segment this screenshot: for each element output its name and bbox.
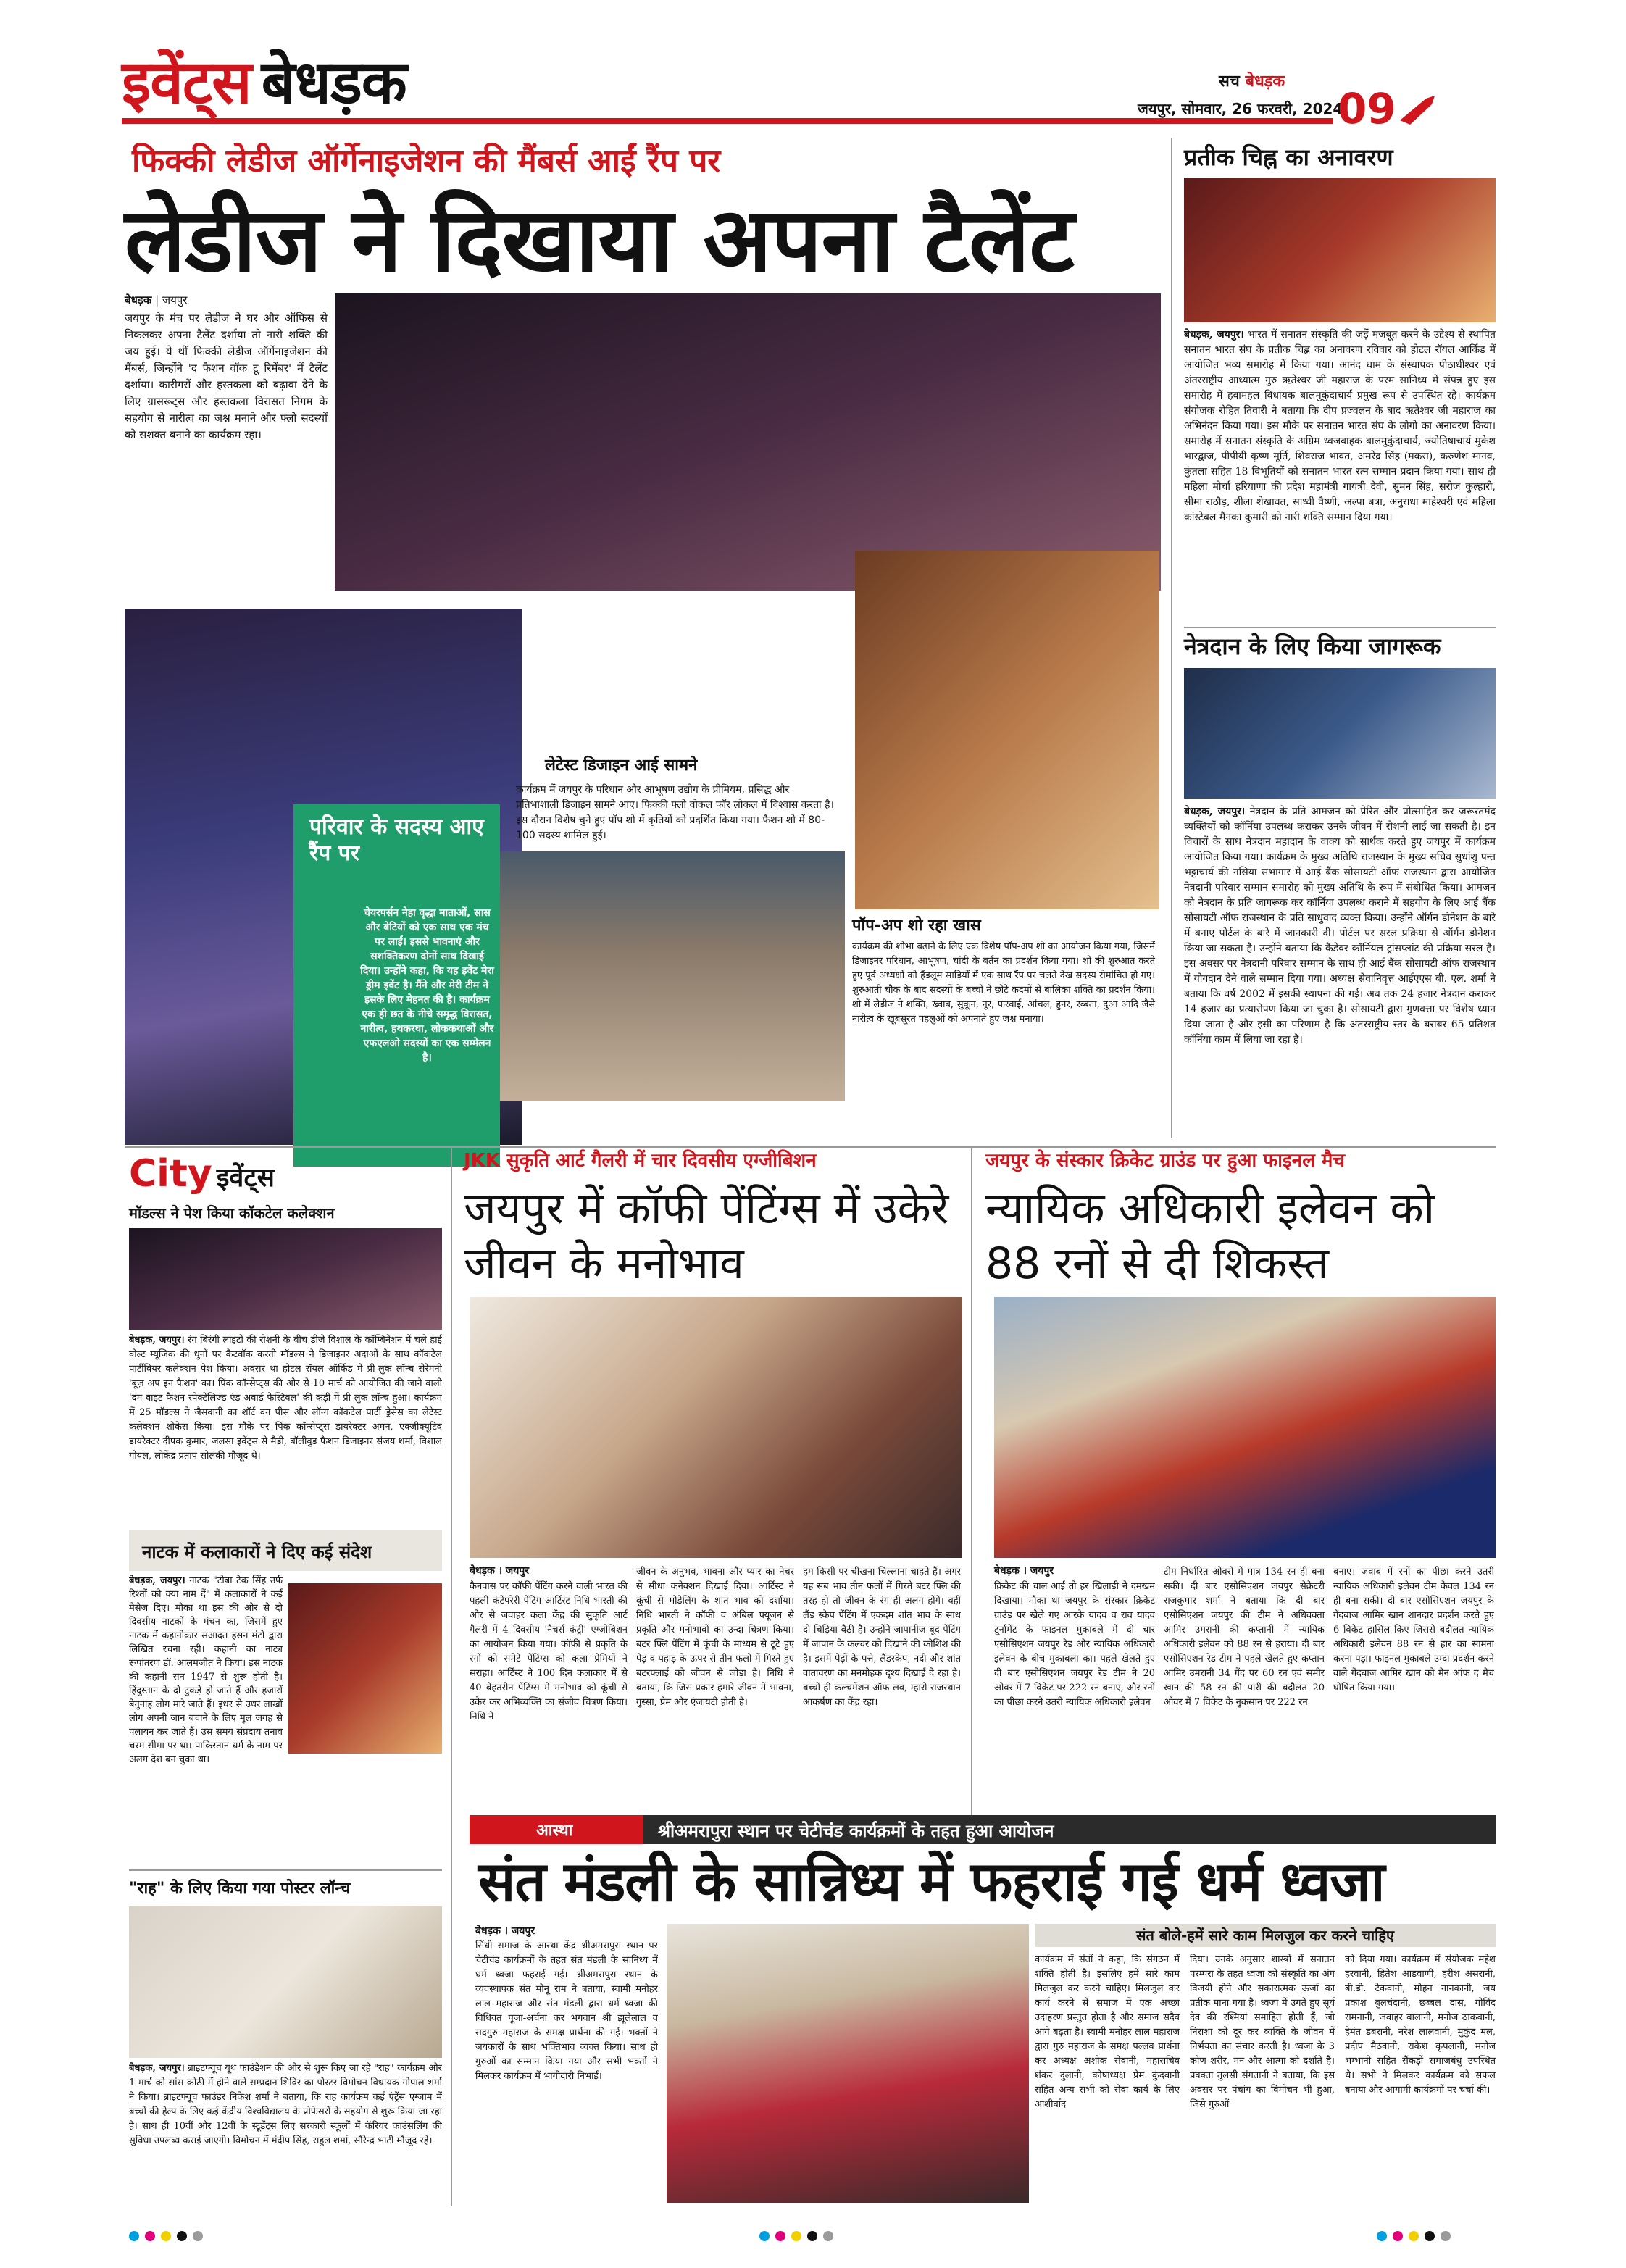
lead-headline: लेडीज ने दिखाया अपना टैलेंट <box>125 188 1074 293</box>
popup-box <box>846 909 1161 1141</box>
cricket-kicker: जयपुर के संस्कार क्रिकेट ग्राउंड पर हुआ फाइनल मैच <box>985 1150 1345 1172</box>
jkk-byline: बेधड़क । जयपुर <box>470 1565 530 1577</box>
astha-label-text: आस्था <box>536 1822 573 1840</box>
right1-headline: प्रतीक चिह्न का अनावरण <box>1184 143 1393 171</box>
lead-byline: बेधड़क | जयपुर <box>125 293 188 307</box>
registration-dot <box>775 2231 785 2241</box>
city-s3-headline: "राह" के लिए किया गया पोस्टर लॉन्च <box>129 1880 351 1898</box>
city-s2-body <box>129 1574 283 1864</box>
city-s3-body <box>129 2061 442 2206</box>
jkk-col2: जीवन के अनुभव, भावना और प्यार का नेचर से सीधा कनेक्शन दिखाई दिया। आर्टिस्ट ने कूंची से मोडेलिंग के शांत भाव को दर्शाया। निधि भारती ने कॉफी व अंबिल फ्यूजन से प्रकृति और मनोभावों का उन्दा चित्रण किया। बटर फ्लि पेंटिंग में कूंची के माध्यम से टूटे हुए पेड़ व पहाड़ के ऊपर से तीन फलों में गिरते हुए बटरफ्लाई को जीवन से जोड़ा है। निधि ने बताया, कि जिस प्रकार हमारे जीवन में भावना, गुस्सा, प्रेम और एंजायटी होती है। <box>636 1567 794 1708</box>
dateline: जयपुर, सोमवार, 26 फरवरी, 2024 <box>1138 100 1343 117</box>
jkk-col3: हम किसी पर चीखना-चिल्लाना चाहते हैं। अगर यह सब भाव तीन फलों में गिरते बटर फ्लि की तरह हो तो जीवन के रंग ही अलग होंगे। वहीं लैंड स्केप पेंटिंग में एकदम शांत भाव के साथ दो चिड़िया बैठी है। उन्होंने जापानीज बूद पेंटिंग में जापान के कल्चर को दिखाने की कोशिश की है। इसमें पेड़ों के पत्ते, लैंडस्केप, नदी और शांत वातावरण का मनमोहक दृश्य दिखाई दे रहा है। बच्चों ही कल्चमेंशन ऑफ लव, म्हारो राजस्थान आकर्षण का केंद्र रहा। <box>803 1567 961 1708</box>
city-s3-byline: बेधड़क, जयपुर। <box>129 2063 185 2074</box>
city-s2-text: नाटक "टोबा टेक सिंह उर्फ रिश्तों को क्या नाम दें" में कलाकारों ने कई मैसेज दिए। मौका था इस की ओर से दो दिवसीय नाटकों के मंचन का, जिसमें हुए नाटक में कहानीकार सआदत हसन मंटो द्वारा लिखित रचना रही। कहानी का नाट्य रूपांतरण डॉ. आलमजीत ने किया। इस नाटक की कहानी सन 1947 से शुरू होती है। हिंदुस्तान के दो टुकड़े हो जाते हैं और हजारों बेगुनाह लोग मारे जाते हैं। इधर से उधर लाखों लोग अपनी जान बचाने के लिए मूल जगह से पलायन कर जाते हैं। उस समय संप्रदाय तनाव चरम सीमा पर था। पाकिस्तान धर्म के नाम पर अलग देश बन चुका था। <box>129 1575 283 1765</box>
masthead-rule <box>122 118 1333 124</box>
cricket-photo <box>994 1297 1496 1558</box>
paper-name: बेधड़क <box>1245 72 1285 91</box>
cricket-col3: बनाए। जवाब में रनों का पीछा करने उतरी न्यायिक अधिकारी इलेवन टीम केवल 134 रन ही बना सकी। दी बार एसोसिएशन जयपुर के गेंदबाज आमिर खान शानदार प्रदर्शन करते हुए 6 विकेट हासिल किए जिससे बदौलत न्यायिक अधिकारी इलेवन 88 रन से हार का सामना करना पड़ा। फाइनल मुकाबले उम्दा प्रदर्शन करने वाले गेंदबाज आमिर खान को मैन ऑफ द मैच घोषित किया गया। <box>1333 1567 1494 1693</box>
lead-photo-group <box>335 293 1161 591</box>
city-brand-black: इवेंट्स <box>216 1163 275 1193</box>
right2-text: नेत्रदान के प्रति आमजन को प्रेरित और प्रोत्साहित कर जरूरतमंद व्यक्तियों को कॉर्निया उपलब्ध कराकर उनके जीवन में रोशनी लाई जा सकती है। इन विचारों के साथ नेत्रदान महादान के वाक्य को सार्थक करते हुए जयपुर में कार्यक्रम आयोजित किया गया। कार्यक्रम के मुख्य अतिथि राजस्थान के मुख्य सचिव सुधांशु पन्त भट्टाचार्य की नसिया सभागार में आई बैंक सोसायटी ऑफ राजस्थान द्वारा आयोजित नेत्रदानी परिवार सम्मान समारोह को मुख्य अतिथि के रूप में संबोधित किया। आमजन को नेत्रदान के प्रति जागरूक कर कॉर्निया उपलब्ध कराने में सहयोग के लिए आई बैंक सोसायटी ऑफ राजस्थान के प्रति साधुवाद व्यक्त किया। उन्होंने ऑर्गन डोनेशन के बारे में बनाए पोर्टल के बारे में जानकारी दी। पोर्टल पर सरल प्रक्रिया से ऑर्गन डोनेशन किया जा सकता है। उन्होंने बताया कि कैडेवर कॉर्नियल ट्रांसप्लांट की प्रक्रिया सरल है। इस अवसर पर नेत्रदानी परिवार सम्मान के साथ ही आई बैंक सोसायटी ऑफ राजस्थान में योगदान देने वाले सम्मान दिया गया। अध्यक्ष सेवानिवृत्त आईएएस बी. एल. शर्मा ने बताया कि वर्ष 2002 में इसकी स्थापना की गई। अब तक 24 हजार नेत्रदान कराकर 14 हजार का प्रत्यारोपण किया जा चुका है। सोसायटी द्वारा गुणवत्ता पर विशेष ध्यान दिया जाता है और इसी का परिणाम है कि अंतरराष्ट्रीय स्तर के बराबर 65 प्रतिशत कॉर्निया काम में लिया जा रहा है। <box>1184 806 1496 1046</box>
city-brand <box>129 1152 275 1200</box>
registration-dot <box>759 2231 770 2241</box>
page-number: 09 <box>1338 84 1396 133</box>
jkk-col1: कैनवास पर कॉफी पेंटिंग करने वाली भारत की पहली कंटेंपरेरी पेंटिंग आर्टिस्ट निधि भारती की ओर से जवाहर कला केंद्र की सुकृति आर्ट गैलरी में 4 दिवसीय 'नैचर्स कंट्री' एग्जीबिशन का आयोजन किया गया। कॉफी से प्रकृति के रंगों को समेटे पेंटिंग्स को कला प्रेमियों ने सराहा। आर्टिस्ट ने 100 दिन कलाकार में से 40 बेहतरीन पेंटिंग्स में मनोभाव को कूंची से उकेर कर अभिव्यक्ति का संजीव चित्रण किया। निधि ने <box>470 1581 628 1722</box>
cricket-byline: बेधड़क । जयपुर <box>994 1565 1054 1577</box>
astha-byline: बेधड़क । जयपुर <box>475 1925 535 1937</box>
astha-photo <box>667 1924 1029 2203</box>
cricket-headline: न्यायिक अधिकारी इलेवन को 88 रनों से दी शिकस्त <box>985 1183 1435 1289</box>
right2-body <box>1184 804 1496 1138</box>
city-s2-photo <box>288 1583 442 1754</box>
family-box <box>293 804 500 1167</box>
astha-subhead: संत बोले-हमें सारे काम मिलजुल कर करने चाहिए <box>1035 1924 1496 1947</box>
astha-headline: संत मंडली के सान्निध्य में फहराई गई धर्म ध्वजा <box>478 1849 1385 1914</box>
city-s1-text: रंग बिरंगी लाइटों की रोशनी के बीच डीजे विशाल के कॉम्बिनेशन में चले हाई वोल्ट म्यूजिक की धुनों पर कैटवॉक करती मॉडल्स ने डिजाइनर अदाओं के साथ कॉकटेल पार्टीवियर कलेक्शन पेश किया। अवसर था होटल रॉयल ऑर्किड में प्री-लुक लॉन्च सेरेमनी 'बूज़ अप इन फैशन' का। पिंक कॉन्सेप्ट्स की ओर से 10 मार्च को आयोजित की जाने वाली 'दम वाइट फैशन स्पेक्टेलिज्ड एंड अवार्ड फेस्टिवल' की कड़ी में प्री लुक लॉन्च हुआ। कार्यक्रम में 25 मॉडल्स ने जैसवानी का शॉर्ट वन पीस और लॉन्ग कॉकटेल पार्टी ड्रेसेस का लेटेस्ट कलेक्शन शोकेस किया। इस मौके पर पिंक कॉन्सेप्ट्स डायरेक्टर अमन, एक्जीक्यूटिव डायरेक्टर दीपक कुमार, जलसा इवेंट्स से मैडी, बॉलीवुड फैशन डिजाइनर संजय शर्मा, विशाल गोयल, लोकेंद्र प्रताप सोलंकी मौजूद थे। <box>129 1335 442 1462</box>
astha-col1: सिंधी समाज के आस्था केंद्र श्रीअमरापुरा स्थान पर चेटीचंड कार्यक्रमों के तहत संत मंडली के सानिध्य में धर्म ध्वजा फहराई गई। श्रीअमरापुरा स्थान के व्यवस्थापक संत मोनू राम ने बताया, स्वामी मनोहर लाल महाराज और संत मंडली द्वारा धर्म ध्वजा की विधिवत पूजा-अर्चना कर भगवान श्री झूलेलाल व सदगुरु महाराज के समक्ष प्रार्थना की गई। भक्तों ने जयकारों के साथ भक्तिभाव व्यक्त किया। साथ ही गुरुओं का सम्मान किया गया और सभी भक्तों ने मिलकर कार्यक्रम में भागीदारी निभाई। <box>475 1940 658 2082</box>
registration-dot <box>161 2231 171 2241</box>
cricket-col2: टीम निर्धारित ओवरों में मात्र 134 रन ही बना सकी। दी बार एसोसिएशन जयपुर सेक्रेटरी राजकुमार शर्मा ने बताया कि दी बार एसोसिएशन जयपुर की टीम ने अधिवक्ता आमिर उमरानी की कप्तानी में न्यायिक अधिकारी इलेवन को 88 रन से हराया। दी बार एसोसिएशन रेड टीम ने पहले खेलते हुए कप्तान आमिर उमरानी 34 गेंद पर 60 रन एवं समीर खान की 58 रन की पारी की बदौलत 20 ओवर में 7 विकेट के नुकसान पर 222 रन <box>1164 1567 1325 1708</box>
right1-byline: बेधड़क, जयपुर। <box>1184 329 1244 341</box>
registration-dot <box>145 2231 155 2241</box>
section-title-red: इवेंट्स <box>122 49 251 117</box>
city-s1-headline: मॉडल्स ने पेश किया कॉकटेल कलेक्शन <box>129 1204 335 1222</box>
masthead <box>0 0 1626 133</box>
right2-byline: बेधड़क, जयपुर। <box>1184 806 1246 817</box>
lead-kicker: फिक्की लेडीज ऑर्गेनाइजेशन की मैंबर्स आईं रैंप पर <box>132 143 721 180</box>
registration-dots-right <box>1377 2230 1456 2244</box>
jkk-headline: जयपुर में कॉफी पेंटिंग्स में उकेरे जीवन के मनोभाव <box>464 1183 949 1289</box>
popup-box-body: कार्यक्रम की शोभा बढ़ाने के लिए एक विशेष पॉप-अप शो का आयोजन किया गया, जिसमें डिजाइनर परिधान, आभूषण, चांदी के बर्तन का प्रदर्शन किया गया। शो की शुरुआत करते हुए पूर्व अध्यक्षों को हैंडलूम साड़ियों में एक साथ रैंप पर चलते देख सदस्य रोमांचित हो गए। शुरुआती चौक के बाद सदस्यों के बच्चों ने छोटे कदमों से बालिका शक्ति का प्रदर्शन किया। शो में लेडीज ने शक्ति, ख्वाब, सुकून, नूर, फरवाई, आंचल, हुनर, रब्बता, दुआ आदि जैसे नारीत्व के खूबसूरत पहलुओं को अपनाते हुए जश्न मनाया। <box>852 941 1155 1025</box>
jkk-divider <box>971 1148 972 1815</box>
jkk-kicker: JKK सुकृति आर्ट गैलरी में चार दिवसीय एग्जीबिशन <box>464 1150 817 1172</box>
registration-dot <box>1409 2231 1419 2241</box>
city-s3-text: ब्राइटफ्यूच यूथ फाउंडेशन की ओर से शुरू किए जा रहे "राह" कार्यक्रम और 1 मार्च को सांस कोठी में होने वाले सम्प्रदान शिविर का पोस्टर विमोचन विधायक गोपाल शर्मा ने किया। ब्राइटफ्यूच फाउंडर निकेश शर्मा ने बताया, कि राह कार्यक्रम कई एंट्रेंस एग्जाम में बच्चों की हेल्प के लिए कई केंद्रीय विश्वविद्यालय के प्रोफेसरों के सहयोग से शुरू किया जा रहा है। साथ ही 10वीं और 12वीं के स्टूडेंट्स लिए सरकारी स्कूलों में कॅरियर काउंसलिंग की सुविधा उपलब्ध कराई जाएगी। विमोचन में मंदीप सिंह, राहुल शर्मा, सौरेन्द्र भाटी मौजूद रहे। <box>129 2063 442 2146</box>
astha-sub1: कार्यक्रम में संतों ने कहा, कि संगठन में शक्ति होती है। इसलिए हमें सारे काम मिलजुल कर करने चाहिए। मिलजुल कर कार्य करने से समाज में एक अच्छा उदाहरण प्रस्तुत होता है और समाज सदैव आगे बढ़ता है। स्वामी मनोहर लाल महाराज द्वारा गुरु महाराज के समक्ष पल्लव प्रार्थना कर अध्यक्ष अशोक सेवानी, महासचिव शंकर दुलानी, कोषाध्यक्ष प्रेम कुंदवानी सहित अन्य सभी को सेवा कार्य के लिए आशीर्वाद <box>1035 1954 1180 2110</box>
city-s2-byline: बेधड़क, जयपुर। <box>129 1575 185 1586</box>
section-title <box>122 51 406 116</box>
right-divider <box>1184 627 1496 628</box>
byline-city: जयपुर <box>162 293 188 307</box>
byline-brand: बेधड़क <box>125 293 152 307</box>
astha-sub2: दिया। उनके अनुसार शास्त्रों में सनातन परम्परा के तहत ध्वजा को संस्कृति का अंग विजयी होने और सकारात्मक ऊर्जा का प्रतीक माना गया है। ध्वजा में उगते हुए सूर्य देव की रश्मियां समाहित होती हैं, जो निराशा को दूर कर व्यक्ति के जीवन में निर्भयता का संचार करती है। ध्वजा के 3 कोण शरीर, मन और आत्मा को दर्शाते हैं। प्रवक्ता तुलसी संगतानी ने बताया, कि इस अवसर पर पंचांग का विमोचन भी हुआ, जिसे गुरुओं <box>1190 1954 1335 2110</box>
registration-dot <box>1425 2231 1435 2241</box>
registration-dot <box>807 2231 817 2241</box>
right1-text: भारत में सनातन संस्कृति की जड़ें मजबूत करने के उद्देश्य से स्थापित सनातन भारत संघ के प्रतीक चिह्न का अनावरण रविवार को होटल रॉयल आर्किड में आयोजित भव्य समारोह में किया गया। आनंद धाम के संस्थापक पीठाधीश्वर एवं अंतरराष्ट्रीय आध्यात्म गुरु ऋतेश्वर जी महाराज के परम सानिध्य में संपन्न हुए इस समारोह में हवामहल विधायक बालमुकुंदाचार्य प्रमुख रूप से उपस्थित रहे। कार्यक्रम संयोजक रोहित तिवारी ने बताया कि दीप प्रज्वलन के बाद ऋतेश्वर जी महाराज का अभिनंदन किया गया। इस मौके पर सनातन भारत संघ के लोगो का अनावरण किया। समारोह में सनातन संस्कृति के अग्रिम ध्वजवाहक बालमुकुंदाचार्य, ज्योतिषाचार्य मुकेश भारद्वाज, पीपीयी कृष्ण मूर्ति, शिवराज भावत, अमरेंद्र सिंह (मकरा), करुणेश मानव, कुंतला सहित 18 विभूतियों को सनातन भारत रत्न सम्मान प्रदान किया गया। साथ ही महिला मोर्चा हरियाणा की प्रदेश महामंत्री गायत्री देवी, सुमन सिंह, सरोज कुल्हारी, सीमा राठौड़, शीला शेखावत, साध्वी वैष्णी, अल्पा बत्रा, अनुराधा माहेश्वरी एवं महिला कांस्टेबल मैनका कुमारी को नारी शक्ति सम्मान दिया गया। <box>1184 329 1496 523</box>
latest-design-title: लेटेस्ट डिजाइन आई सामने <box>545 756 698 775</box>
paper-prefix: सच <box>1219 72 1240 91</box>
pen-nib-icon <box>1397 93 1438 125</box>
right2-photo <box>1184 668 1496 799</box>
right2-headline: नेत्रदान के लिए किया जागरूक <box>1184 633 1441 660</box>
registration-dots-left <box>129 2230 209 2244</box>
cricket-col1: क्रिकेट की चाल आई तो हर खिलाड़ी ने दमखम दिखाया। मौका था जयपुर के संस्कार क्रिकेट ग्राउंड पर खेले गए आरके यादव व राव यादव टूर्नामेंट के फाइनल मुकाबले में दी चार एसोसिएशन जयपुर रेड और न्यायिक अधिकारी इलेवन के बीच मुकाबला का। पहले खेलते हुए दी बार एसोसिएशन जयपुर रेड टीम ने 20 ओवर में 7 विकेट पर 222 रन बनाए, और रनों का पीछा करने उतरी न्यायिक अधिकारी इलेवन <box>994 1581 1155 1708</box>
lead-photo-ramp-walk <box>500 851 845 1101</box>
city-brand-red: City <box>129 1152 212 1196</box>
right1-body <box>1184 328 1496 617</box>
registration-dot <box>1393 2231 1403 2241</box>
city-s3-photo <box>129 1906 442 2058</box>
column-divider <box>1171 138 1172 1138</box>
lead-photo-mother-daughter <box>855 551 1159 913</box>
right1-photo <box>1184 178 1496 322</box>
jkk-photo <box>470 1297 962 1558</box>
city-column-divider <box>451 1148 452 2206</box>
registration-dot <box>1441 2231 1451 2241</box>
astha-kicker: श्रीअमरापुरा स्थान पर चेटीचंड कार्यक्रमों के तहत हुआ आयोजन <box>658 1821 1054 1841</box>
city-s1-photo <box>129 1228 442 1330</box>
city-s1-byline: बेधड़क, जयपुर। <box>129 1335 185 1346</box>
registration-dot <box>177 2231 187 2241</box>
registration-dot <box>129 2231 139 2241</box>
registration-dot <box>193 2231 203 2241</box>
lead-intro: जयपुर के मंच पर लेडीज ने घर और ऑफिस से निकलकर अपना टैलेंट दर्शाया तो नारी शक्ति की जय हुई। ये थीं फिक्की लेडीज ऑर्गेनाइजेशन की मैंबर्स, जिन्होंने 'द फैशन वॉक टू रिमेंबर' में टैलेंट दर्शाया। कारीगरों और हस्तकला को बढ़ावा देने के लिए ग्रासरूट्स और हस्तकला विरासत निगम के सहयोग से नारीत्व का जश्न मनाने और फ्लो सदस्यों को सशक्त बनाने का कार्यक्रम रहा। <box>125 312 328 441</box>
section-title-black: बेधड़क <box>261 49 406 117</box>
registration-dot <box>823 2231 833 2241</box>
registration-dot <box>791 2231 801 2241</box>
latest-design-body: कार्यक्रम में जयपुर के परिधान और आभूषण उद्योग के प्रीमियम, प्रसिद्ध और प्रतिभाशाली डिजाइन सामने आए। फिक्की फ्लो वोकल फॉर लोकल में विश्वास करता है। इस दौरान विशेष चुने हुए पॉप शो में कृतियों को प्रदर्शित किया गया। फैशन शो में 80-100 सदस्य शामिल हुईं। <box>516 784 834 841</box>
registration-dots-center <box>759 2230 839 2244</box>
city-s2-headline: नाटक में कलाकारों ने दिए कई संदेश <box>142 1542 372 1562</box>
astha-sub3: को दिया गया। कार्यक्रम में संयोजक महेश हरवानी, हितेश आडवाणी, हरीश असरानी, बी.डी. टेकवानी, मोहन नानकानी, जय प्रकाश बुलचंदानी, छब्बल दास, गोविंद रामनानी, जवाहर बालानी, मनोज ठाकवानी, हेमंत डबरानी, नरेश लालवानी, मुकुंद मल, प्रदीप मैठवानी, राकेश कृपलानी, मनोज भम्भानी सहित सैंकड़ों समाजबंधु उपस्थित थे। सभी ने मिलकर कार्यक्रम को सफल बनाया और आगामी कार्यक्रमों पर चर्चा की। <box>1345 1954 1496 2096</box>
registration-dot <box>1377 2231 1387 2241</box>
city-divider <box>129 1869 442 1871</box>
city-s1-body <box>129 1333 442 1529</box>
popup-box-title: पॉप-अप शो रहा खास <box>852 917 981 935</box>
family-box-body: चेयरपर्सन नेहा वृद्धा माताओं, सास और बेटियों को एक साथ एक मंच पर लाईं। इससे भावनाएं और सशक्तिकरण दोनों साथ दिखाई दिया। उन्होंने कहा, कि यह इवेंट मेरा ड्रीम इवेंट है। मैंने और मेरी टीम ने इसके लिए मेहनत की है। कार्यक्रम एक ही छत के नीचे समृद्ध विरासत, नारीत्व, हथकरघा, लोककथाओं और एफएलओ सदस्यों का एक सम्मेलन है। <box>360 907 494 1064</box>
family-box-title: परिवार के सदस्य आए रैंप पर <box>309 814 484 866</box>
paper-brand <box>1219 70 1285 91</box>
